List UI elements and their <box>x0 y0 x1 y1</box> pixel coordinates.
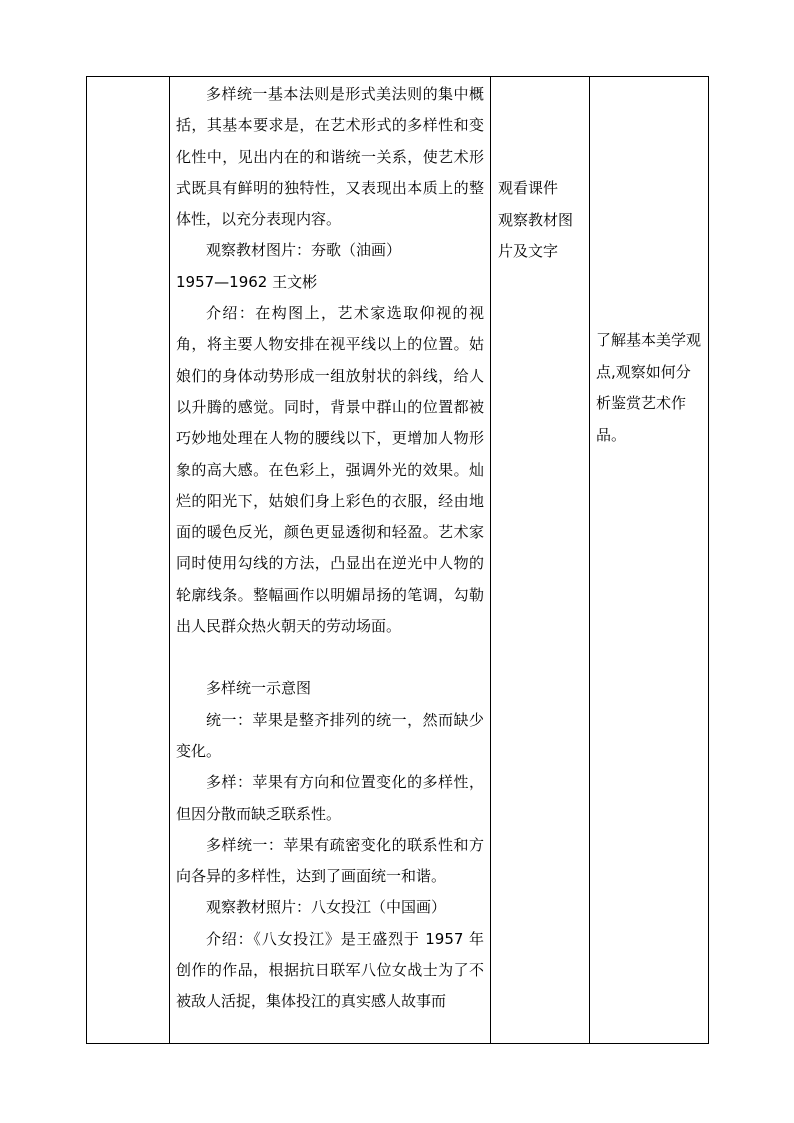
empty-cell <box>87 77 170 1044</box>
student-activity-cell <box>491 77 590 1044</box>
table-row <box>87 77 709 1044</box>
paragraph-introduction-2: 介绍：《八女投江》是王盛烈于 1957 年创作的作品，根据抗日联军八位女战士为了不被敌人活捉，集体投江的真实感人故事而 <box>176 929 484 1011</box>
paragraph-unity: 统一：苹果是整齐排列的统一，然而缺少变化。 <box>176 710 484 760</box>
design-intent-text: 了解基本美学观点,观察如何分析鉴赏艺术作品。 <box>596 331 702 444</box>
paragraph-variety: 多样：苹果有方向和位置变化的多样性，但因分散而缺乏联系性。 <box>176 773 484 823</box>
lesson-plan-table <box>86 76 709 1044</box>
paragraph-observe-painting: 观察教材图片：夯歌（油画） <box>206 241 402 260</box>
paragraph-unity-in-variety: 多样统一：苹果有疏密变化的联系性和方向各异的多样性，达到了画面统一和谐。 <box>176 835 484 886</box>
design-intent-cell <box>590 77 709 1044</box>
paragraph-diagram-title: 多样统一示意图 <box>206 679 312 698</box>
paragraph-introduction: 介绍：在构图上，艺术家选取仰视的视角，将主要人物安排在视平线以上的位置。姑娘们的身体动势形成一组放射状的斜线，给人以升腾的感觉。同时，背景中群山的位置都被巧妙地处理在人物的腰线以下，更增加人物形象的高大感。在色彩上，强调外光的效果。灿烂的阳光下，姑娘们身上彩色的衣服，经由地面的暖色反光，颜色更显透彻和轻盈。艺术家同时使用勾线的方法，凸显出在逆光中人物的轮廓线条。整幅画作以明媚昂扬的笔调，勾勒出人民群众热火朝天的劳动场面。 <box>176 304 484 636</box>
teaching-content-cell <box>170 77 491 1044</box>
spacer <box>176 642 484 673</box>
paragraph-artwork-date: 1957—1962 王文彬 <box>176 272 318 291</box>
activity-line: 观看课件 <box>498 179 559 197</box>
paragraph-principle: 多样统一基本法则是形式美法则的集中概括，其基本要求是，在艺术形式的多样性和变化性中，见出内在的和谐统一关系，使艺术形式既具有鲜明的独特性，又表现出本质上的整体性，以充分表现内容。 <box>176 85 484 229</box>
paragraph-observe-photo: 观察教材照片：八女投江（中国画） <box>206 898 447 917</box>
activity-line: 观察教材图片及文字 <box>498 210 574 260</box>
